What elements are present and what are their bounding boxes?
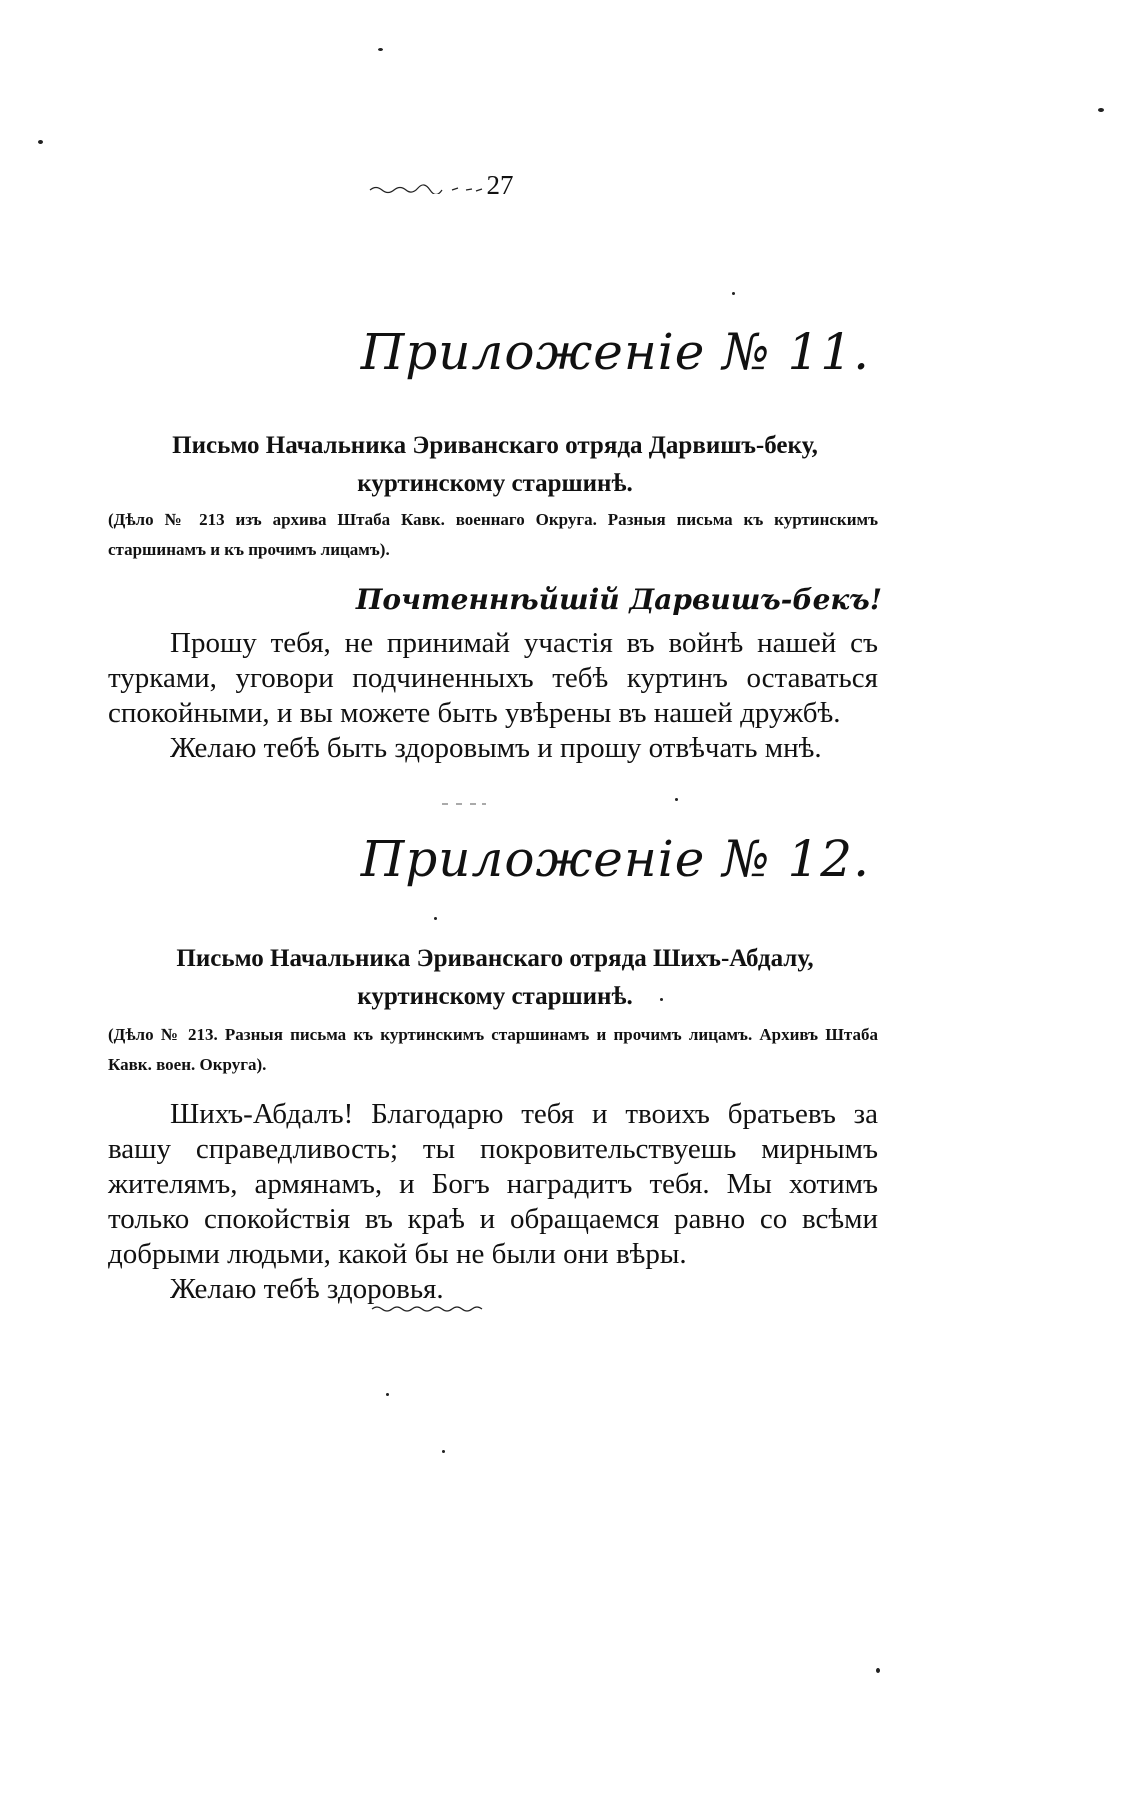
- scan-speck: [675, 798, 678, 801]
- scan-speck: [732, 292, 735, 295]
- scan-speck: [378, 48, 383, 51]
- appendix-12-source-note: (Дѣло № 213. Разныя письма къ куртинскимъ старшинамъ и прочимъ лицамъ. Архивъ Штаба Кавк. воен. Округа).: [108, 1025, 878, 1074]
- appendix-11-salutation: Почтеннѣйшій Дарвишъ-бекъ!: [355, 583, 882, 616]
- scan-speck: [1098, 108, 1104, 112]
- scan-speck: [38, 140, 43, 144]
- appendix-11-source-note: (Дѣло № 213 изъ архива Штаба Кавк. военнаго Округа. Разныя письма къ куртинскимъ старшинамъ и къ прочимъ лицамъ).: [108, 510, 878, 559]
- appendix-11-letter-title: Письмо Начальника Эриванскаго отряда Дарвишъ-беку, куртинскому старшинѣ.: [172, 432, 818, 497]
- scan-speck: [386, 1393, 389, 1396]
- scan-speck: [442, 1450, 445, 1453]
- end-ornament: [370, 1302, 488, 1314]
- appendix-11-title: Приложеніе № 11.: [360, 323, 870, 381]
- appendix-11-letter-body: [108, 626, 878, 766]
- appendix-12-paragraph: Шихъ-Абдалъ! Благодарю тебя и твоихъ братьевъ за вашу справедливость; ты покровительствуешь мирнымъ жителямъ, армянамъ, и Богъ наградитъ тебя. Мы хотимъ только спокойствія въ краѣ и обращаемся равно со всѣми добрыми людьми, какой бы не были они вѣры.: [108, 1098, 878, 1270]
- header-ornament: [368, 182, 484, 194]
- appendix-12-letter-body: [108, 1097, 878, 1307]
- appendix-11-paragraph: Желаю тебѣ быть здоровымъ и прошу отвѣчать мнѣ.: [170, 732, 822, 764]
- page-number: 27: [486, 170, 514, 200]
- appendix-12-letter-title: Письмо Начальника Эриванскаго отряда Шихъ-Абдалу, куртинскому старшинѣ.: [176, 945, 814, 1010]
- scan-speck: [434, 917, 437, 920]
- appendix-12-paragraph: Желаю тебѣ здоровья.: [170, 1273, 444, 1305]
- separator-dots: [440, 800, 490, 808]
- appendix-11-paragraph: Прошу тебя, не принимай участія въ войнѣ нашей съ турками, уговори подчиненныхъ тебѣ куртинъ оставаться спокойными, и вы можете быть увѣрены въ нашей дружбѣ.: [108, 627, 878, 729]
- appendix-12-title: Приложеніе № 12.: [360, 830, 870, 888]
- scan-speck: [876, 1668, 880, 1673]
